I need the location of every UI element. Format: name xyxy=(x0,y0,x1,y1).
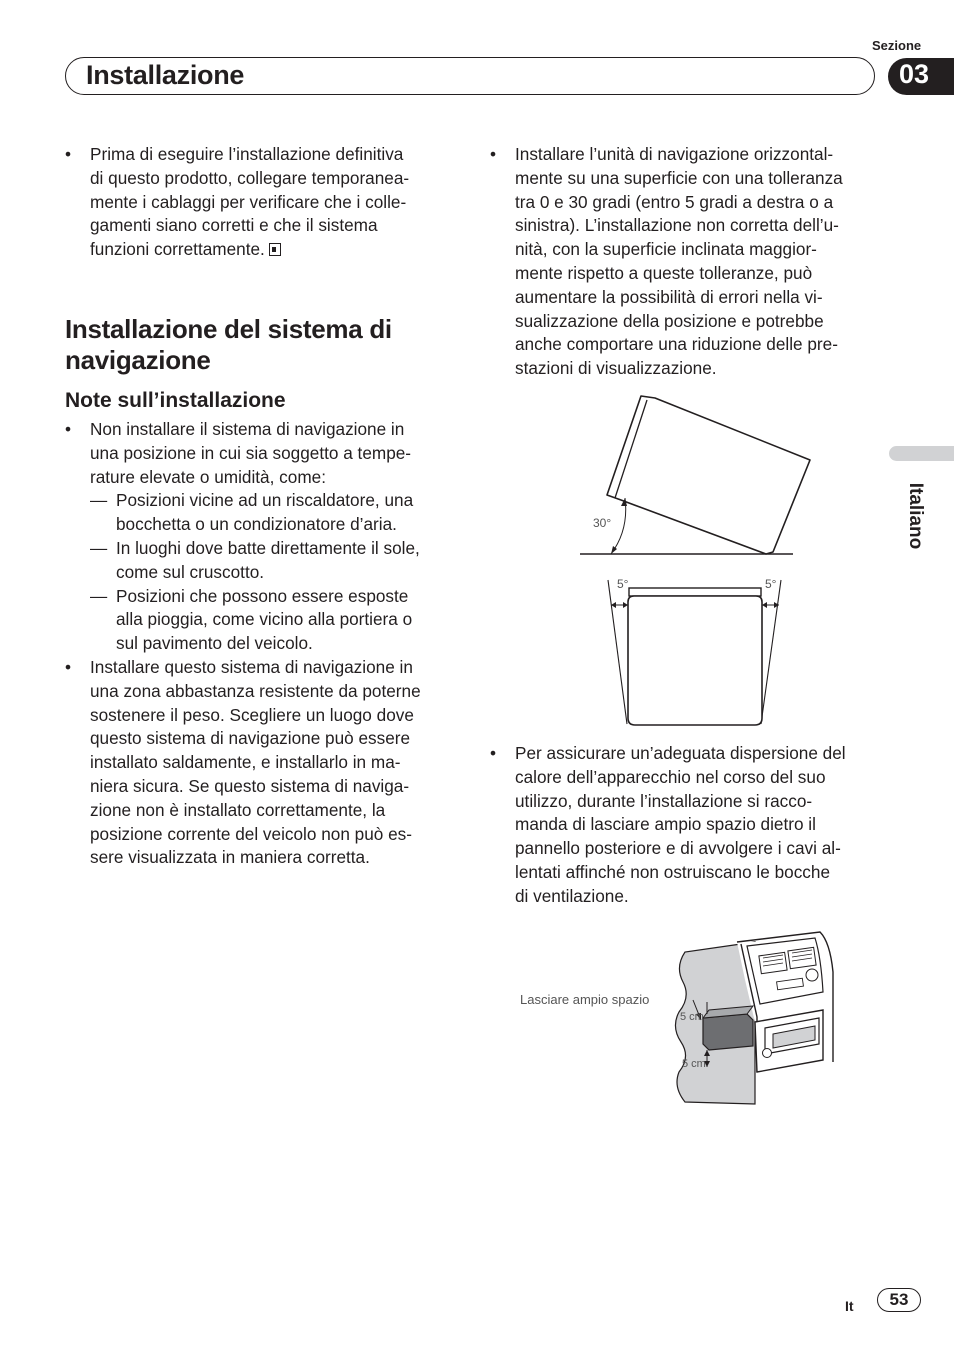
dashboard-ventilation-diagram xyxy=(515,922,845,1107)
text-line: mente rispetto a queste tolleranze, può xyxy=(515,262,813,283)
page-number: 53 xyxy=(877,1288,921,1312)
bullet-dot: • xyxy=(490,144,497,164)
text-line: nità, con la superficie inclinata maggior- xyxy=(515,239,817,260)
right-column-top xyxy=(490,143,885,381)
text-line: Non installare il sistema di navigazione in xyxy=(90,418,405,439)
text-line: anche comportare una riduzione delle pre- xyxy=(515,334,838,355)
text-line: Posizioni che possono essere esposte xyxy=(116,585,409,606)
section-number-badge xyxy=(888,58,954,95)
text-line: calore dell’apparecchio nel corso del suo xyxy=(515,766,826,787)
text-line: di questo prodotto, collegare temporanea- xyxy=(90,167,410,188)
text-line: posizione corrente del veicolo non può es- xyxy=(90,823,412,844)
text-line: In luoghi dove batte direttamente il sole, xyxy=(116,537,420,558)
text-line: sul pavimento del veicolo. xyxy=(116,633,313,654)
right-column-bottom xyxy=(490,742,885,909)
footer-language-code: It xyxy=(845,1298,854,1314)
bullet-dot: • xyxy=(65,418,72,439)
text-line: bocchetta o un condizionatore d’aria. xyxy=(116,514,397,535)
text-line: rature elevate o umidità, come: xyxy=(90,466,326,487)
text-line: tra 0 e 30 gradi (entro 5 gradi a destra o a xyxy=(515,191,834,212)
text-line: sere visualizzata in maniera corretta. xyxy=(90,847,370,868)
tilt-angle-diagram xyxy=(575,390,820,565)
text-line: pannello posteriore e di avvolgere i cavi al- xyxy=(515,838,841,859)
text-line: Posizioni vicine ad un riscaldatore, una xyxy=(116,490,414,511)
text-line: Installare l’unità di navigazione orizzontal- xyxy=(515,144,834,164)
side-tolerance-diagram xyxy=(600,572,790,732)
text-line: sostenere il peso. Scegliere un luogo dove xyxy=(90,704,414,725)
bullet-dot: • xyxy=(490,743,497,763)
section-heading xyxy=(65,314,455,376)
tilt-angle-label: 30° xyxy=(593,516,612,530)
text-line: mente su una superficie con una tolleranza xyxy=(515,167,843,188)
text-line: installato saldamente, e installarlo in ma- xyxy=(90,752,401,773)
gap-top-label: 5 cm xyxy=(680,1011,704,1023)
text-line: niera sicura. Se questo sistema di naviga- xyxy=(90,775,410,796)
text-line: stazioni di visualizzazione. xyxy=(515,358,717,379)
section-number: 03 xyxy=(899,59,930,89)
text-line: lentati affinché non ostruiscano le bocche xyxy=(515,861,830,882)
left-column xyxy=(65,143,455,870)
dash-mark: — xyxy=(90,585,108,606)
chapter-title: Installazione xyxy=(86,60,245,90)
text-line: Installare questo sistema di navigazione in xyxy=(90,656,413,677)
dash-mark: — xyxy=(90,537,108,558)
text-line: manda di lasciare ampio spazio dietro il xyxy=(515,814,816,835)
heading-line: Installazione del sistema di xyxy=(65,313,392,344)
text-line: gamenti siano corretti e che il sistema xyxy=(90,215,378,236)
text-line: Per assicurare un’adeguata dispersione del xyxy=(515,743,846,763)
bullet-dot: • xyxy=(65,144,72,164)
language-side-tab xyxy=(889,446,954,461)
text-line: questo sistema di navigazione può essere xyxy=(90,728,411,749)
text-line: mente i cablaggi per verificare che i colle- xyxy=(90,191,407,212)
bullet-strength xyxy=(65,656,455,870)
chapter-header xyxy=(65,57,875,95)
text-line: aumentare la possibilità di errori nella vi- xyxy=(515,286,823,307)
heading-line: navigazione xyxy=(65,344,211,375)
bullet-location xyxy=(65,418,455,656)
text-line: zione non è installato correttamente, la xyxy=(90,799,386,820)
side-tolerance-left-label: 5° xyxy=(617,577,629,591)
text-line: Prima di eseguire l’installazione definitiva xyxy=(90,144,404,164)
gap-bottom-label: 5 cm xyxy=(682,1058,706,1070)
dash-item xyxy=(90,537,455,585)
section-end-icon xyxy=(269,243,281,256)
text-line: come sul cruscotto. xyxy=(116,561,265,582)
bullet-ventilation xyxy=(490,742,885,909)
dash-item xyxy=(90,489,455,537)
bullet-dot: • xyxy=(65,656,72,677)
dash-item xyxy=(90,585,455,656)
section-label: Sezione xyxy=(872,38,922,53)
intro-bullet xyxy=(65,143,455,262)
text-line: una zona abbastanza resistente da poterne xyxy=(90,680,421,701)
text-line: sinistra). L’installazione non corretta dell’u- xyxy=(515,215,839,236)
text-line-last xyxy=(90,238,455,262)
side-tolerance-right-label: 5° xyxy=(765,577,777,591)
text-line: funzioni correttamente. xyxy=(90,239,265,260)
space-label: Lasciare ampio spazio xyxy=(520,992,650,1007)
text-line: alla pioggia, come vicino alla portiera o xyxy=(116,609,413,630)
text-line: utilizzo, durante l’installazione si racco- xyxy=(515,790,813,811)
bullet-horizontal xyxy=(490,143,885,381)
text-line: una posizione in cui sia soggetto a tempe- xyxy=(90,442,412,463)
text-line: sualizzazione della posizione e potrebbe xyxy=(515,310,824,331)
language-tab-label: Italiano xyxy=(905,482,926,550)
dash-mark: — xyxy=(90,490,108,511)
subsection-heading: Note sull’installazione xyxy=(65,388,286,412)
text-line: di ventilazione. xyxy=(515,885,629,906)
